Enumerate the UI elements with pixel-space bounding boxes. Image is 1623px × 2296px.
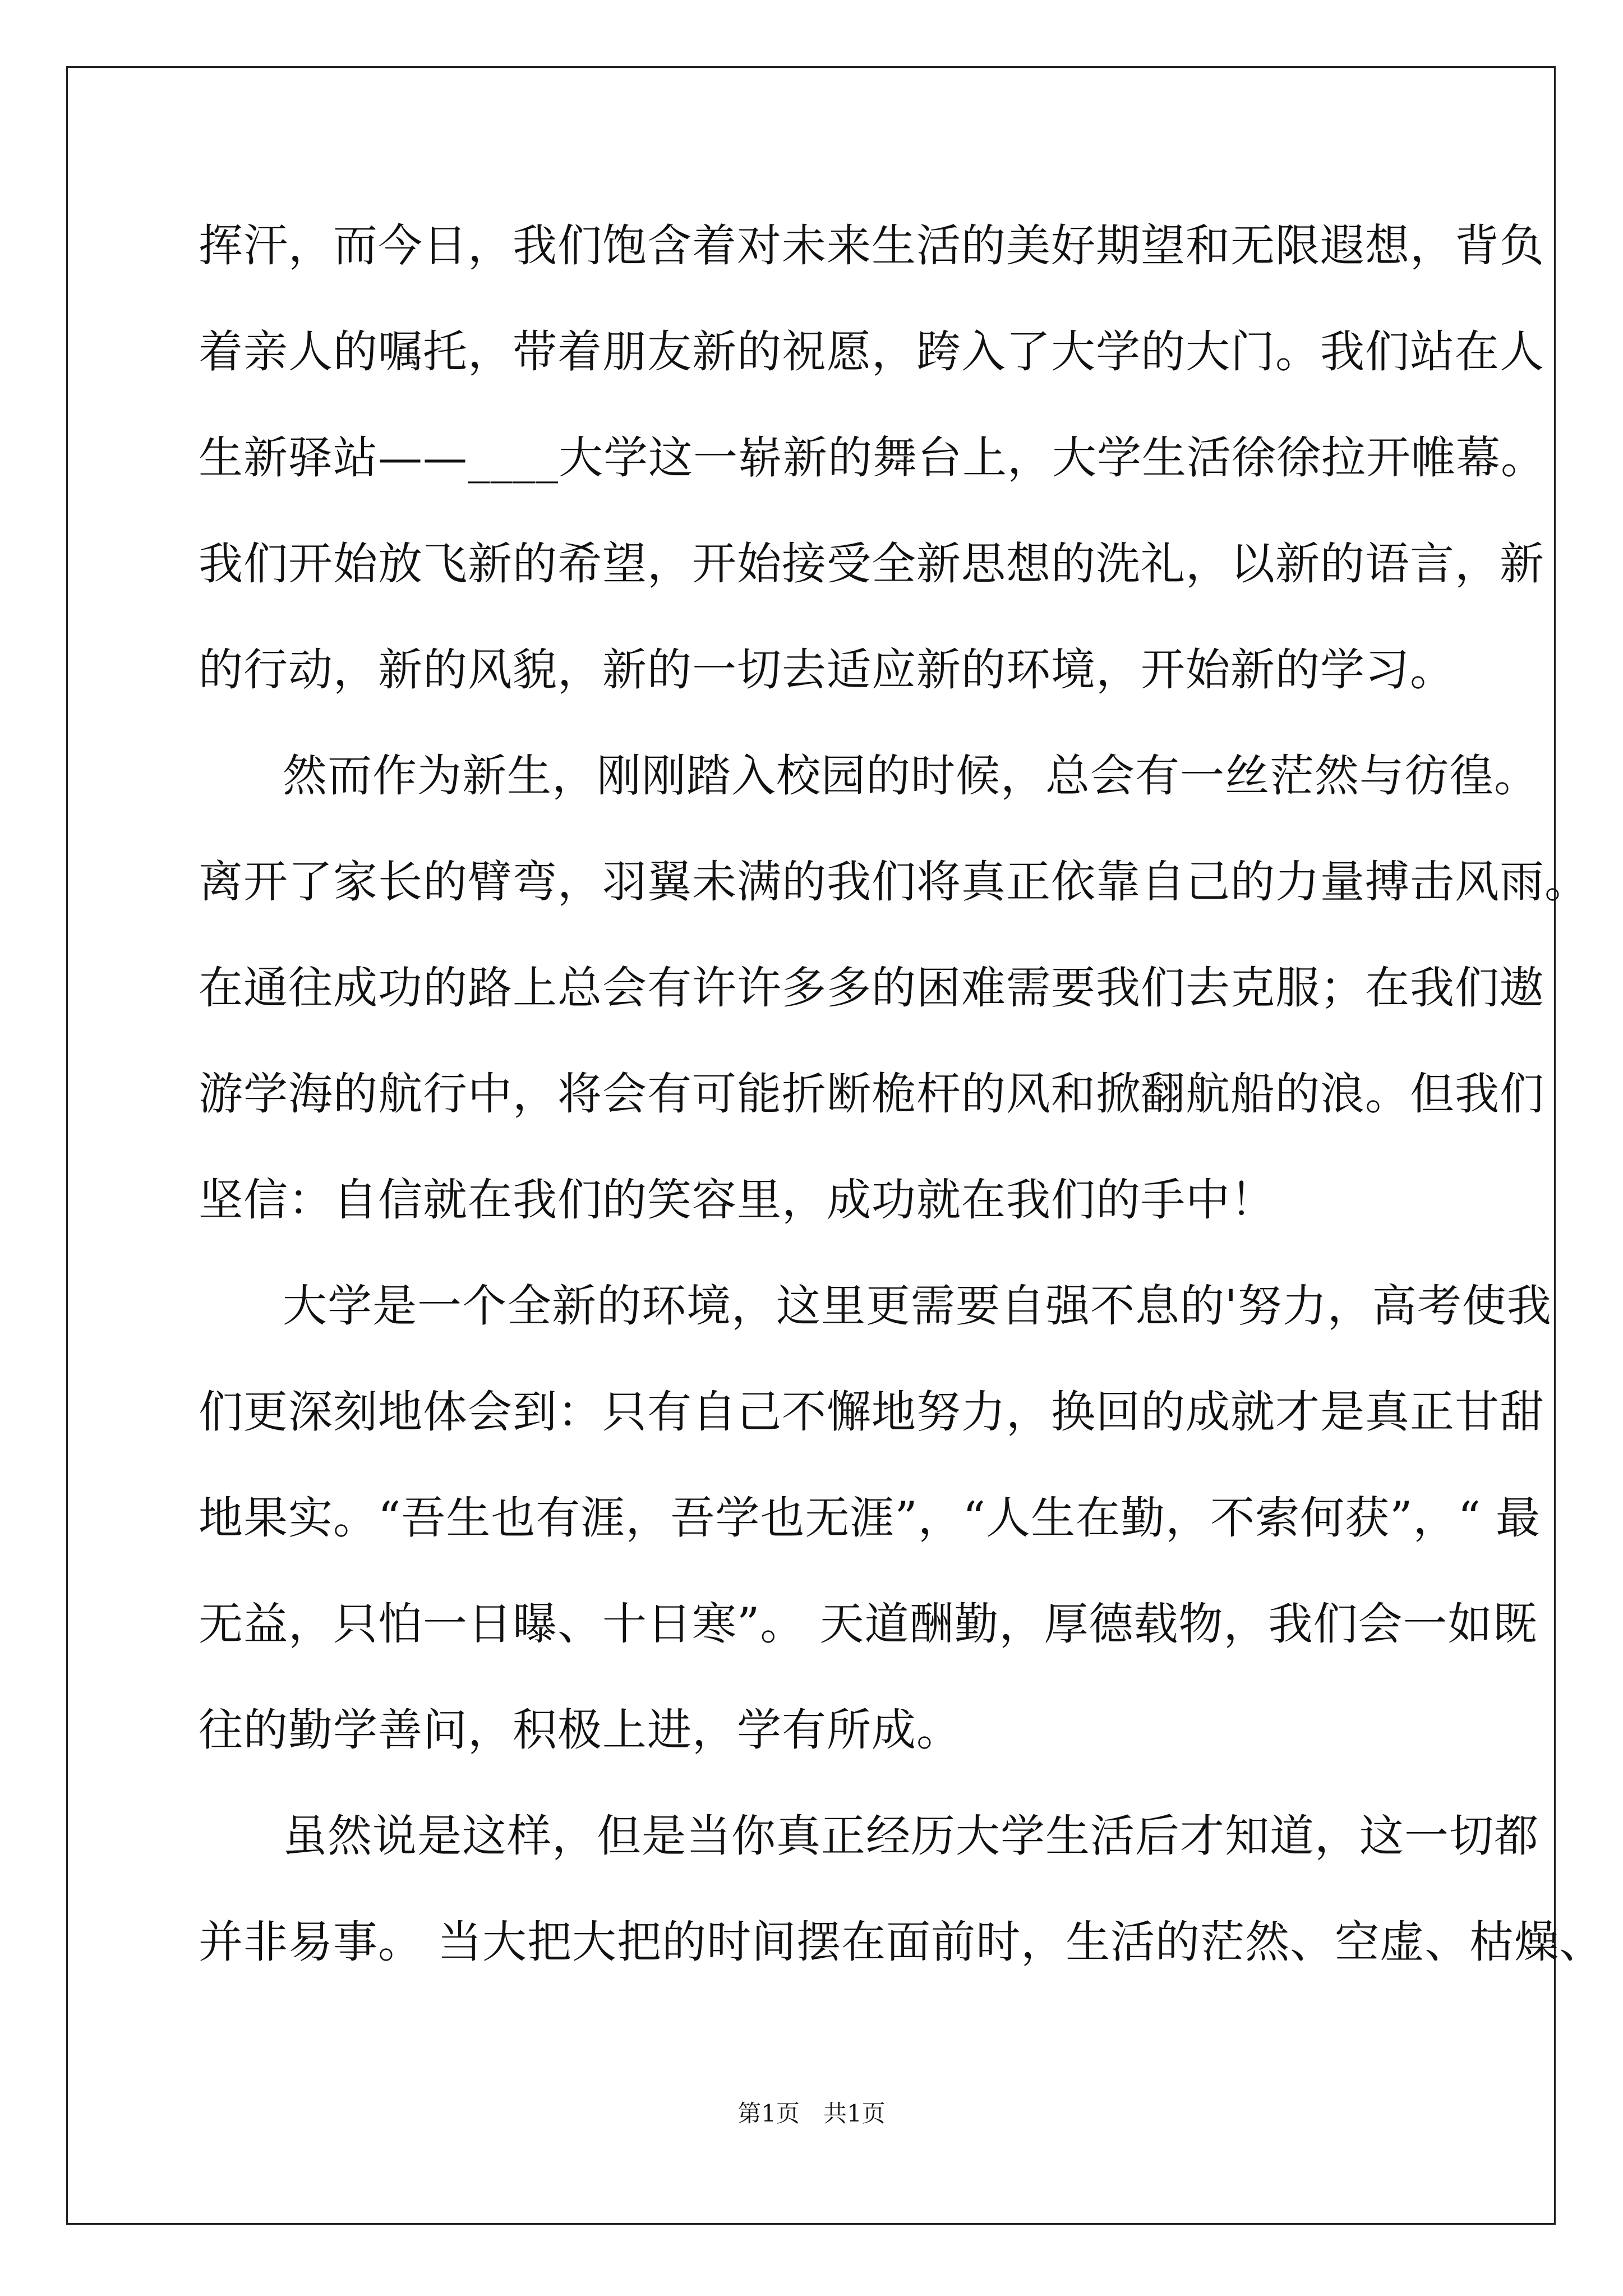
paragraph-first-line: 大学是一个全新的环境，这里更需要自强不息的'努力，高考使我 [283, 1280, 1552, 1332]
text-line: 们更深刻地体会到：只有自己不懈地努力，换回的成就才是真正甘甜 [199, 1386, 1544, 1438]
text-line: 离开了家长的臂弯，羽翼未满的我们将真正依靠自己的力量搏击风雨。 [199, 856, 1589, 908]
text-line: 游学海的航行中，将会有可能折断桅杆的风和掀翻航船的浪。但我们 [199, 1068, 1544, 1120]
text-line: 生新驿站——____大学这一崭新的舞台上，大学生活徐徐拉开帷幕。 [199, 432, 1546, 484]
paragraph-first-line: 虽然说是这样，但是当你真正经历大学生活后才知道，这一切都 [283, 1810, 1539, 1862]
text-line: 地果实。“吾生也有涯，吾学也无涯”，“人生在勤，不索何获”，“ 最 [199, 1492, 1541, 1544]
text-line: 并非易事。 当大把大把的时间摆在面前时，生活的茫然、空虚、枯燥、 [199, 1916, 1604, 1968]
text-line: 在通往成功的路上总会有许许多多的困难需要我们去克服；在我们遨 [199, 962, 1544, 1014]
paragraph-first-line: 然而作为新生，刚刚踏入校园的时候，总会有一丝茫然与彷徨。 [283, 750, 1539, 802]
text-line: 无益，只怕一日曝、十日寒”。 天道酬勤，厚德载物，我们会一如既 [199, 1598, 1538, 1650]
text-line: 我们开始放飞新的希望，开始接受全新思想的洗礼，以新的语言，新 [199, 538, 1544, 590]
text-line: 着亲人的嘱托，带着朋友新的祝愿，跨入了大学的大门。我们站在人 [199, 326, 1544, 378]
document-body [199, 212, 1604, 2014]
text-line: 的行动，新的风貌，新的一切去适应新的环境，开始新的学习。 [199, 644, 1455, 696]
text-line: 挥汗，而今日，我们饱含着对未来生活的美好期望和无限遐想，背负 [199, 220, 1544, 272]
text-line: 坚信：自信就在我们的笑容里，成功就在我们的手中！ [199, 1174, 1275, 1226]
text-line: 往的勤学善问，积极上进，学有所成。 [199, 1704, 961, 1756]
page-footer: 第1页 共1页 [737, 2100, 886, 2127]
